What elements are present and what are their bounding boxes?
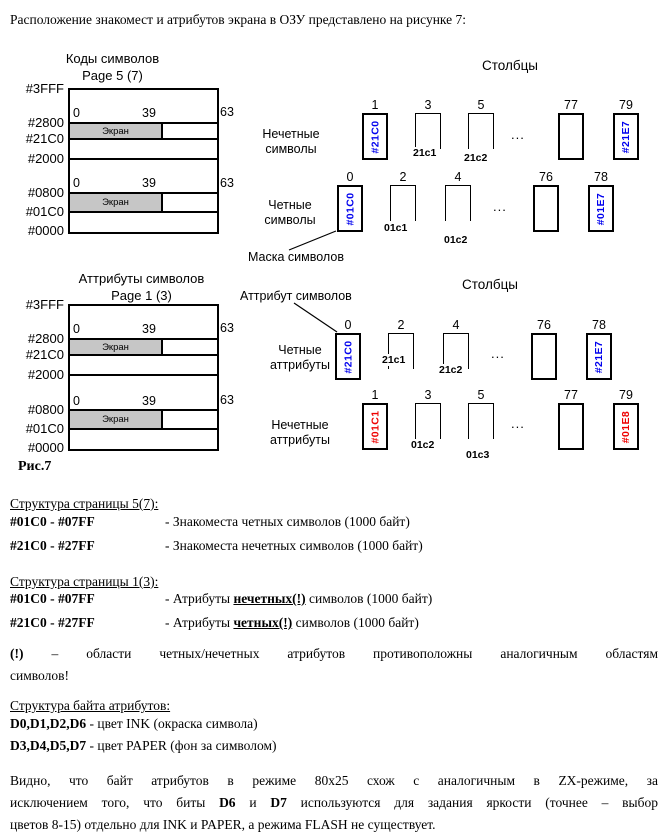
section2-heading [10, 574, 658, 590]
col-box-mid [445, 185, 471, 221]
memmap2-addr-0000: #0000 [27, 440, 64, 455]
addr-range: #01C0 - #07FF [10, 591, 95, 606]
memmap1-line-01c0 [70, 211, 217, 213]
col-number: 76 [537, 318, 551, 332]
col-box-first [362, 113, 388, 160]
row-label-odd-symbols [236, 127, 346, 157]
col-number: 1 [371, 388, 379, 402]
memmap2-title-line1: Аттрибуты символов [78, 271, 205, 286]
memmap2-line-2000 [70, 374, 217, 376]
range-desc-post: символов (1000 байт) [305, 591, 433, 606]
range-desc-pre: - Атрибуты [165, 591, 234, 606]
col-box-address: #01E8 [620, 410, 632, 443]
section3-heading-text: Структура байта атрибутов: [10, 698, 171, 713]
ellipsis: ... [493, 199, 507, 214]
col-box-plain [558, 113, 584, 160]
memmap1-line-2000 [70, 158, 217, 160]
range-desc-pre: - Атрибуты [165, 615, 234, 630]
col-box-sublabel: 01c1 [384, 222, 408, 234]
memmap1-screen-bar-bottom [70, 194, 163, 211]
col-box-sublabel: 21c1 [382, 354, 406, 366]
col-number: 2 [397, 318, 405, 332]
col-number: 1 [371, 98, 379, 112]
screen-bar-label: Экран [102, 197, 129, 208]
memmap2-addr-2800: #2800 [27, 331, 64, 346]
mask-pointer-line [289, 231, 336, 250]
memmap1-box [68, 88, 219, 234]
memmap1-col39-bottom: 39 [142, 176, 156, 190]
col-box-address: #01E7 [595, 192, 607, 225]
memmap2-box [68, 304, 219, 451]
addr-range: #21C0 - #27FF [10, 615, 95, 630]
col-number: 78 [592, 318, 606, 332]
section1-row2 [10, 538, 658, 554]
final-paragraph-line2 [10, 795, 658, 811]
memmap2-col39-top: 39 [142, 322, 156, 336]
memmap1-title-line2: Page 5 (7) [82, 68, 143, 83]
col-number: 77 [564, 388, 578, 402]
screen-bar-label: Экран [102, 341, 129, 353]
row-label-line1: Четные [278, 343, 322, 357]
col-box-address: #21E7 [593, 340, 605, 373]
col-box-mid [415, 113, 441, 149]
memmap2-col63-top: 63 [220, 321, 234, 335]
columns-heading-2: Столбцы [461, 277, 519, 292]
col-number: 5 [477, 388, 485, 402]
memmap1-addr-2800: #2800 [27, 115, 64, 130]
memmap1-col0-bottom: 0 [73, 176, 80, 190]
section1-heading-text: Структура страницы 5(7): [10, 496, 159, 511]
row-label-line1: Четные [268, 198, 312, 212]
final-text: используются для задания яркости (точнее – выбор [286, 795, 658, 810]
row-label-line2: аттрибуты [270, 433, 330, 447]
row-label-odd-attrs [245, 418, 355, 448]
note-line1 [10, 646, 658, 662]
row-label-even-attrs [245, 343, 355, 373]
attr-bits: D0,D1,D2,D6 [10, 716, 87, 731]
col-box-sublabel: 21c2 [439, 364, 463, 376]
col-number: 3 [424, 98, 432, 112]
section3-heading [10, 698, 658, 714]
memmap1-screen-bar-top [70, 124, 163, 138]
section3-row2 [10, 738, 658, 754]
col-box-plain [531, 333, 557, 380]
section1-row1 [10, 514, 658, 530]
col-box-sublabel: 21c1 [413, 147, 437, 159]
memmap1-addr-01c0: #01C0 [25, 204, 64, 219]
memmap1-col0-top: 0 [73, 106, 80, 120]
bit-d7: D7 [270, 795, 287, 810]
memmap1-col63-bottom: 63 [220, 176, 234, 190]
screen-bar-label: Экран [102, 414, 129, 425]
col-box-plain [558, 403, 584, 450]
col-box-address: #01C0 [344, 192, 357, 225]
memmap1-addr-21c0: #21C0 [25, 131, 64, 146]
memmap2-addr-01c0: #01C0 [25, 421, 64, 436]
col-box-mid [468, 113, 494, 149]
memmap2-col39-bottom: 39 [142, 394, 156, 408]
col-number: 79 [619, 388, 633, 402]
col-box-sublabel: 01c2 [444, 234, 468, 246]
col-box-last [588, 185, 614, 232]
ellipsis: ... [491, 346, 505, 361]
col-box-last [613, 113, 639, 160]
col-box-mid [468, 403, 494, 439]
section2-heading-text: Структура страницы 1(3): [10, 574, 159, 589]
section2-row2 [10, 615, 658, 631]
memmap2-title [68, 270, 215, 304]
memmap2-col63-bottom: 63 [220, 393, 234, 407]
col-box-address: #21C0 [342, 340, 355, 373]
col-box-mid [390, 185, 416, 221]
col-box-sublabel: 01c3 [466, 449, 490, 461]
col-box-sublabel: 01c2 [411, 439, 435, 451]
final-text: и [235, 795, 271, 810]
row-label-line2: символы [264, 213, 316, 227]
col-number: 79 [619, 98, 633, 112]
col-number: 2 [399, 170, 407, 184]
col-box-sublabel: 21c2 [464, 152, 488, 164]
figure-caption: Рис.7 [18, 459, 52, 474]
addr-range: #21C0 - #27FF [10, 538, 95, 553]
col-box-last [613, 403, 639, 450]
note-bang: (!) [10, 646, 24, 661]
columns-heading-1: Столбцы [481, 58, 539, 73]
memmap2-title-line2: Page 1 (3) [111, 288, 172, 303]
col-number: 0 [344, 318, 352, 332]
memmap2-col0-top: 0 [73, 322, 80, 336]
col-box-address: #01C1 [369, 410, 382, 443]
memmap2-addr-0800: #0800 [27, 402, 64, 417]
col-number: 0 [346, 170, 354, 184]
col-box-first [362, 403, 388, 450]
col-number: 3 [424, 388, 432, 402]
section3-row1 [10, 716, 658, 732]
memmap1-col39-top: 39 [142, 106, 156, 120]
range-desc-emphasis: четных(!) [233, 615, 293, 630]
attr-label: Аттрибут символов [240, 289, 352, 303]
memmap2-line-01c0 [70, 428, 217, 430]
row-label-line1: Нечетные [262, 127, 320, 141]
range-desc: - Знакоместа четных символов (1000 байт) [165, 514, 410, 529]
range-desc: - Знакоместа нечетных символов (1000 байт) [165, 538, 423, 553]
col-box-last [586, 333, 612, 380]
memmap2-line-21c0 [70, 354, 217, 356]
final-text: исключением того, что биты [10, 795, 220, 810]
memmap1-addr-0000: #0000 [27, 223, 64, 238]
range-desc-post: символов (1000 байт) [292, 615, 419, 630]
row-label-even-symbols [235, 198, 345, 228]
bit-d6: D6 [219, 795, 236, 810]
col-box-mid [415, 403, 441, 439]
memmap1-addr-3fff: #3FFF [25, 81, 64, 96]
note-line2: символов! [10, 668, 69, 683]
note-text: – области четных/нечетных атрибутов противоположны аналогичным областям [23, 646, 658, 661]
row-label-line2: аттрибуты [270, 358, 330, 372]
ellipsis: ... [511, 416, 525, 431]
memmap1-col63-top: 63 [220, 105, 234, 119]
section1-heading [10, 496, 658, 512]
attr-bits-desc: - цвет INK (окраска символа) [86, 716, 258, 731]
range-desc-emphasis: нечетных(!) [233, 591, 306, 606]
col-box-address: #21E7 [620, 120, 632, 153]
addr-range: #01C0 - #07FF [10, 514, 95, 529]
memmap1-title-line1: Коды символов [65, 51, 160, 66]
memmap1-line-21c0 [70, 138, 217, 140]
memmap2-addr-3fff: #3FFF [25, 297, 64, 312]
memmap2-screen-bar-bottom [70, 411, 163, 428]
col-number: 4 [452, 318, 460, 332]
col-number: 78 [594, 170, 608, 184]
ellipsis: ... [511, 127, 525, 142]
mask-label: Маска символов [248, 250, 344, 264]
memmap2-col0-bottom: 0 [73, 394, 80, 408]
row-label-line2: символы [265, 142, 317, 156]
col-number: 77 [564, 98, 578, 112]
memmap2-addr-2000: #2000 [27, 367, 64, 382]
memmap1-addr-2000: #2000 [27, 151, 64, 166]
col-number: 4 [454, 170, 462, 184]
row-label-line1: Нечетные [271, 418, 329, 432]
col-number: 5 [477, 98, 485, 112]
final-paragraph-line3: цветов 8-15) отдельно для INK и PAPER, а режима FLASH не существует. [10, 817, 436, 832]
memmap2-addr-21c0: #21C0 [25, 347, 64, 362]
final-paragraph-line1: Видно, что байт атрибутов в режиме 80x25 схож с аналогичным в ZX-режиме, за [10, 773, 658, 788]
memmap2-screen-bar-top [70, 340, 163, 354]
col-number: 76 [539, 170, 553, 184]
col-box-plain [533, 185, 559, 232]
intro-text: Расположение знакомест и атрибутов экрана в ОЗУ представлено на рисунке 7: [10, 12, 467, 27]
col-box-address: #21C0 [369, 120, 382, 153]
memmap1-title [40, 50, 185, 84]
memmap1-addr-0800: #0800 [27, 185, 64, 200]
attr-bits: D3,D4,D5,D7 [10, 738, 87, 753]
section2-row1 [10, 591, 658, 607]
screen-bar-label: Экран [102, 125, 129, 137]
attr-bits-desc: - цвет PAPER (фон за символом) [86, 738, 277, 753]
